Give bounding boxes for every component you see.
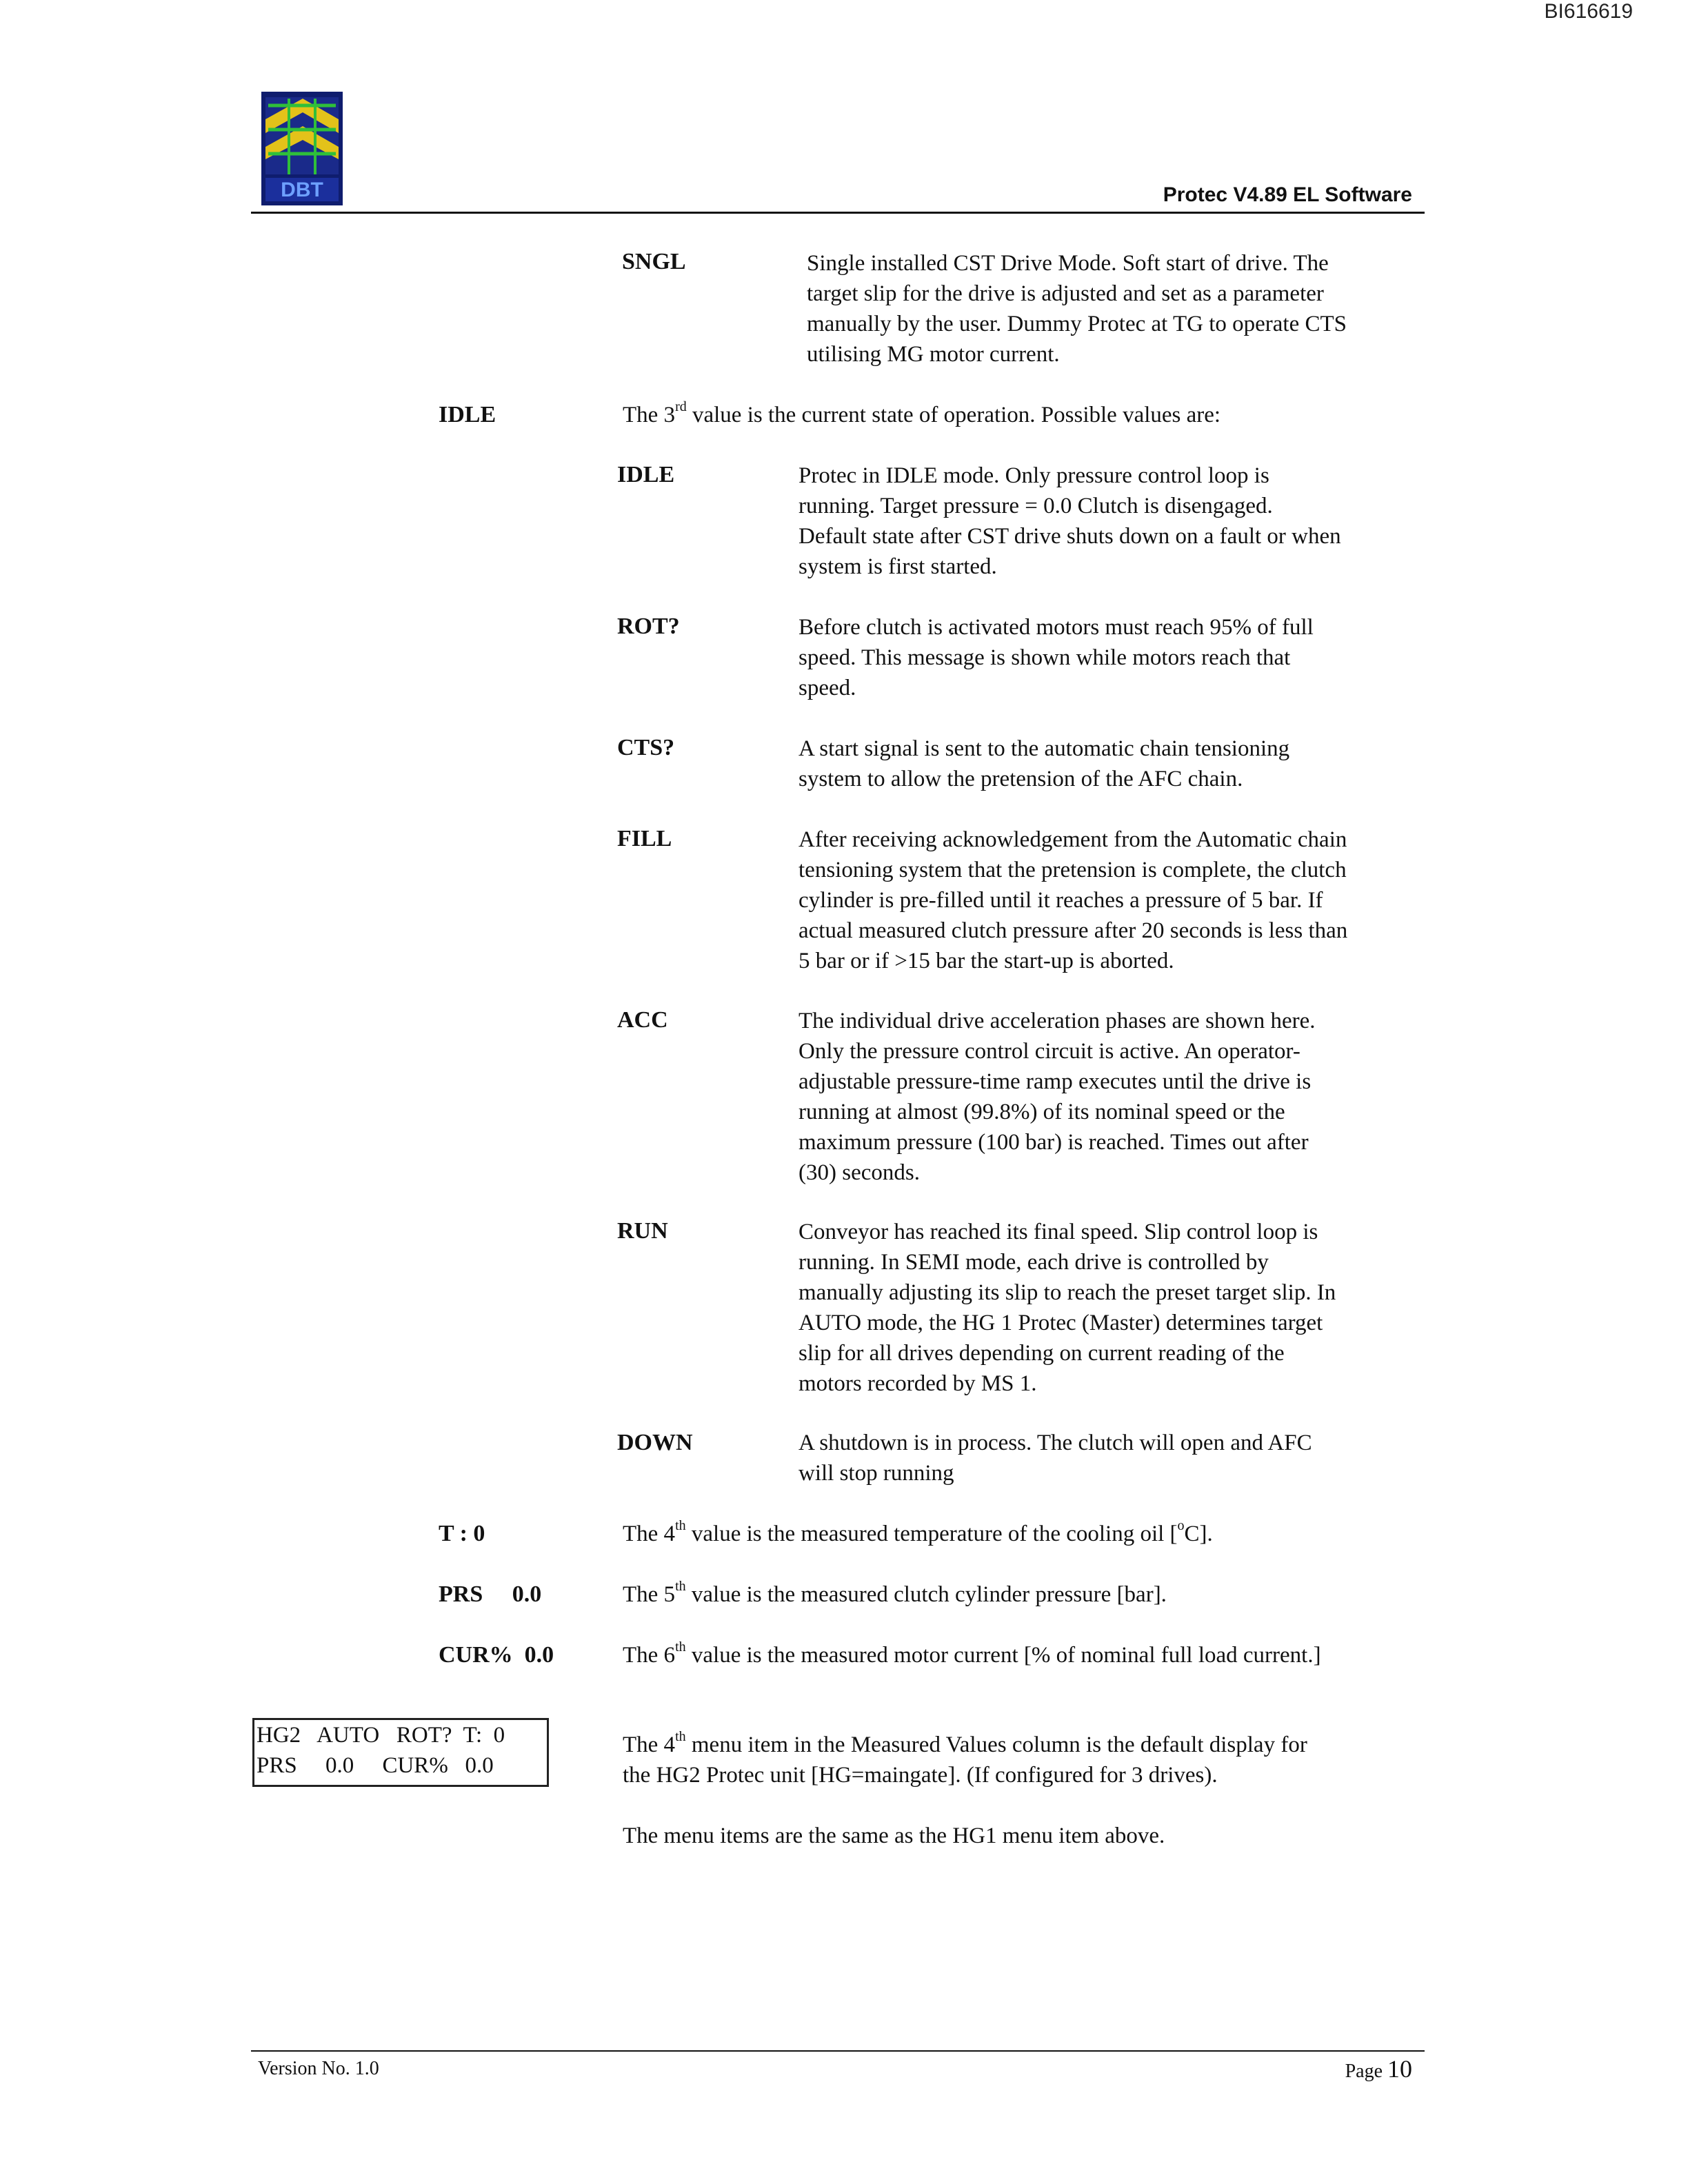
state-acc-description: The individual drive acceleration phases are shown here. Only the pressure control circuit is active. An operator- adjustable pressure-time ramp executes until the drive is running at almost (99.8%) of its nominal speed or the maximum pressure (100 bar) is reached. Times out after (30) seconds.: [798, 1009, 1316, 1185]
footer-version: Version No. 1.0: [258, 2058, 379, 2079]
term-state-idle: IDLE: [617, 462, 675, 487]
footer-page: Page 10: [1345, 2055, 1412, 2083]
term-current: CUR% 0.0: [439, 1642, 554, 1668]
state-fill-description: After receiving acknowledgement from the Automatic chain tensioning system that the pretension is complete, the clutch cylinder is pre-filled until it reaches a pressure of 5 bar. If actual measured clutch pressure after 20 seconds is less than 5 bar or if >15 bar the start-up is aborted.: [798, 827, 1348, 973]
footer-rule: [251, 2050, 1425, 2052]
term-pressure: PRS 0.0: [439, 1581, 542, 1607]
header-rule: [251, 212, 1425, 214]
document-id: BI616619: [1544, 0, 1633, 23]
hg2-description: The 4th menu item in the Measured Values column is the default display for the HG2 Protec unit [HG=maingate]. (If configured for 3 drives).: [623, 1729, 1307, 1788]
term-idle-parameter: IDLE: [439, 402, 496, 427]
term-state-run: RUN: [617, 1218, 668, 1244]
state-cts-description: A start signal is sent to the automatic chain tensioning system to allow the pretension of the AFC chain.: [798, 736, 1290, 791]
lcd-line-2: PRS 0.0 CUR% 0.0: [257, 1753, 494, 1778]
temperature-description: The 4th value is the measured temperature of the cooling oil [$^o$C].: [623, 1518, 1213, 1546]
hg2-menu-note: The menu items are the same as the HG1 menu item above.: [623, 1823, 1165, 1848]
state-down-description: A shutdown is in process. The clutch will open and AFC will stop running: [798, 1430, 1312, 1486]
term-state-acc: ACC: [617, 1007, 668, 1033]
state-idle-description: Protec in IDLE mode. Only pressure control loop is running. Target pressure = 0.0 Clutch is disengaged. Default state after CST drive shuts down on a fault or when system is first started.: [798, 463, 1341, 579]
sngl-description: Single installed CST Drive Mode. Soft start of drive. The target slip for the drive is adjusted and set as a parameter manually by the user. Dummy Protec at TG to operate CTS utilising MG motor current.: [807, 251, 1347, 367]
term-state-cts: CTS?: [617, 735, 675, 760]
pressure-description: The 5th value is the measured clutch cylinder pressure [bar].: [623, 1579, 1167, 1607]
term-sngl: SNGL: [622, 249, 686, 274]
term-state-down: DOWN: [617, 1430, 693, 1455]
hg2-lcd-display: [252, 1718, 549, 1787]
idle-intro: The 3rd value is the current state of operation. Possible values are:: [623, 399, 1221, 427]
term-temperature: T : 0: [439, 1521, 485, 1546]
header-title: Protec V4.89 EL Software: [1163, 183, 1412, 206]
term-state-rot: ROT?: [617, 614, 680, 639]
term-state-fill: FILL: [617, 826, 672, 851]
current-description: The 6th value is the measured motor current [% of nominal full load current.]: [623, 1639, 1321, 1668]
logo-text: DBT: [281, 179, 323, 201]
state-run-description: Conveyor has reached its final speed. Slip control loop is running. In SEMI mode, each drive is controlled by manually adjusting its slip to reach the preset target slip. In AUTO mode, the HG 1 Protec (Master) determines target slip for all drives depending on current reading of the motors recorded by MS 1.: [798, 1220, 1336, 1396]
dbt-logo: [261, 92, 343, 205]
page-number: 10: [1387, 2055, 1412, 2083]
lcd-line-1: HG2 AUTO ROT? T: 0: [257, 1723, 505, 1748]
state-rot-description: Before clutch is activated motors must reach 95% of full speed. This message is shown while motors reach that speed.: [798, 615, 1314, 700]
